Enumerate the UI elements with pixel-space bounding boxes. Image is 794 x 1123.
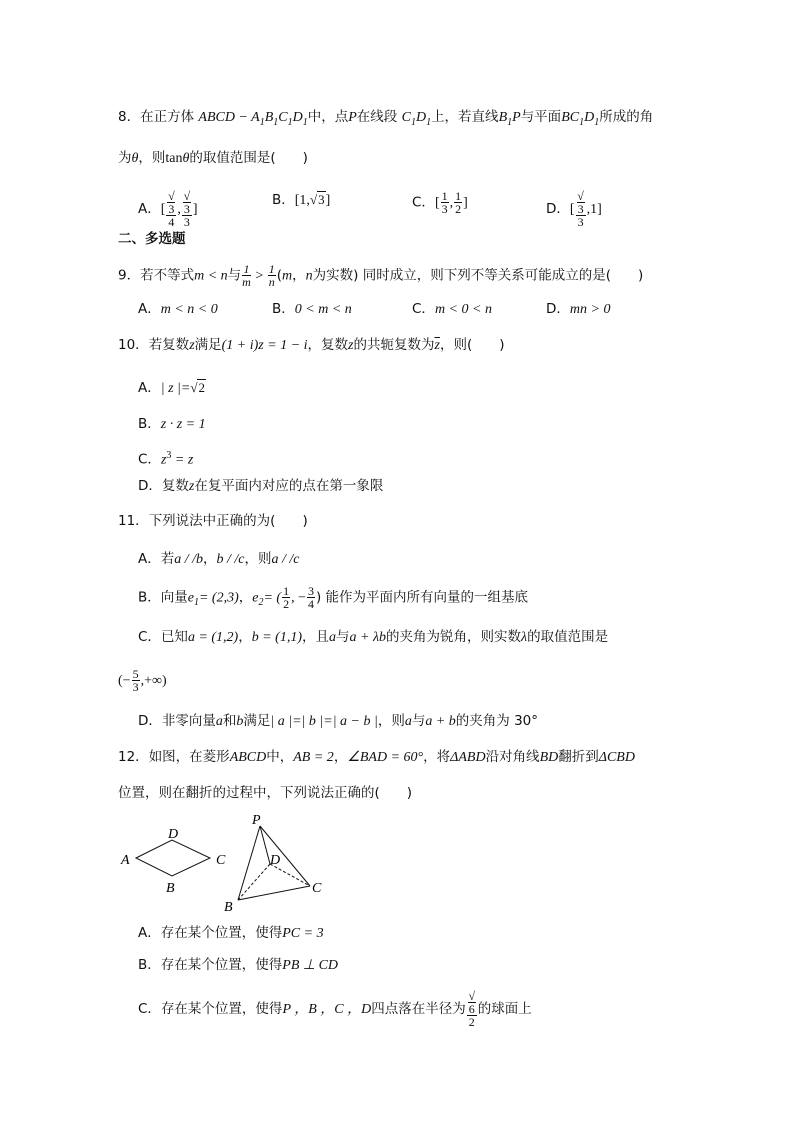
- fraction: √ 3 3: [183, 189, 191, 229]
- plane-bc: BC: [561, 110, 580, 125]
- text: 在正方体: [140, 109, 195, 125]
- point-P: P: [348, 110, 357, 125]
- math: BD: [539, 750, 559, 765]
- label-P: P: [252, 813, 261, 828]
- q8-option-d: D．[ √ 3 3 ,1]: [546, 189, 602, 229]
- fraction: $\frac{1}{2}$: [455, 189, 462, 216]
- math: PB ⊥ CD: [282, 958, 339, 973]
- text: 的共轭复数为: [353, 337, 435, 353]
- q9-option-b: [272, 299, 352, 320]
- option-label: D．: [138, 713, 162, 729]
- question-number: 8．: [118, 109, 141, 125]
- label-C: C: [216, 853, 226, 868]
- option-label: C．: [138, 1001, 161, 1017]
- option-label: A．: [138, 925, 161, 941]
- text: 满足: [243, 713, 271, 729]
- option-value-end: ]: [325, 193, 331, 208]
- math-cube2: B: [264, 110, 274, 125]
- q12-line1: [118, 747, 635, 768]
- option-value: mn > 0: [569, 302, 611, 317]
- text: 与: [411, 713, 426, 729]
- q8-line1: [118, 107, 653, 133]
- question-number: 10．: [118, 337, 149, 353]
- q10-option-c: C．$z^3 = z$: [138, 450, 194, 468]
- text: 为实数) 同时成立，则下列不等关系可能成立的是( ): [312, 267, 644, 284]
- plane-d: D: [584, 110, 595, 125]
- edge-PB: [238, 826, 260, 900]
- fraction: √ 6 2: [468, 989, 476, 1029]
- label-A: A: [121, 853, 130, 868]
- rhombus-shape: [136, 840, 210, 876]
- text: 非零向量: [161, 713, 216, 729]
- question-number: 12．: [118, 749, 149, 765]
- text: 下列说法中正确的为( ): [148, 513, 308, 529]
- label-D2: D: [270, 853, 281, 868]
- label-B2: B: [224, 900, 233, 915]
- text: 与: [227, 267, 242, 284]
- text: ，复数: [307, 337, 349, 353]
- text: 中，点: [307, 109, 349, 125]
- text: 和: [222, 713, 237, 729]
- text: 上，若直线: [431, 109, 499, 125]
- tan: tan: [165, 151, 183, 166]
- fraction: √ 3 3: [577, 189, 584, 229]
- option-label: D．: [138, 478, 162, 494]
- math: AB = 2: [293, 750, 334, 765]
- text: ，则: [377, 713, 405, 729]
- q9-option-a: [138, 299, 218, 320]
- option-label: B．: [272, 192, 295, 208]
- math: b / /c: [216, 552, 245, 567]
- text: 向量: [160, 589, 188, 606]
- math-cube3: C: [278, 110, 288, 125]
- q8-option-c: C．[ $\frac{1}{3}$ , $\frac{1}{2}$ ]: [412, 189, 468, 216]
- fraction: √ 3 4: [168, 189, 175, 229]
- text: ，: [292, 267, 306, 284]
- text: 中，: [266, 749, 294, 765]
- text: 若复数: [148, 337, 190, 353]
- text: 已知: [160, 629, 188, 645]
- text: 复数: [161, 478, 189, 494]
- math-cube4: D: [292, 110, 303, 125]
- lambda: λ: [521, 630, 528, 645]
- option-label: B．: [138, 589, 161, 606]
- option-label: B．: [138, 957, 161, 973]
- q9-line: 9．若不等式m < n与 $\frac{1}{m}$ > $\frac{1}{n}$ (m，n为实数) 同时成立，则下列不等关系可能成立的是( ): [118, 262, 644, 289]
- option-value-2: = z: [171, 452, 194, 468]
- option-label: A．: [138, 551, 161, 567]
- label-D: D: [168, 827, 179, 842]
- option-value: z: [160, 452, 167, 468]
- q12-figure: [118, 812, 338, 916]
- q10-line: 10．若复数z满足(1 + i)z = 1 − i，复数z的共轭复数为$\overline{z}$，则( ): [118, 337, 505, 353]
- theta: θ: [131, 151, 139, 166]
- line-P: P: [512, 110, 521, 125]
- option-label: C．: [412, 301, 435, 317]
- text: 存在某个位置，使得: [160, 1001, 283, 1017]
- option-label: B．: [272, 301, 295, 317]
- text: ，则: [138, 150, 166, 166]
- math: a / /b: [174, 552, 204, 567]
- math: a + b: [425, 714, 456, 729]
- math: a = (1,2): [187, 630, 239, 645]
- option-label: A．: [138, 380, 161, 396]
- q10-option-b: [138, 414, 206, 435]
- text: 的夹角为锐角，则实数: [386, 629, 522, 645]
- math: P ，B ，C ，D: [282, 1002, 372, 1017]
- text: 与平面: [520, 109, 562, 125]
- text: 所成的角: [599, 109, 654, 125]
- q11-option-b: B．向量$e_1= (2,3)$，$e_2=$ ( $\frac{1}{2}$ , − $\frac{3}{4}$ ) 能作为平面内所有向量的一组基底: [138, 584, 529, 611]
- plane: $BC_1D_1$: [561, 110, 600, 128]
- label-C2: C: [312, 881, 322, 896]
- q10-option-d: D．复数z在复平面内对应的点在第一象限: [138, 478, 384, 494]
- text: 存在某个位置，使得: [160, 925, 283, 941]
- q11-option-d: D．非零向量a和b满足| a |=| b |=| a − b |，则a与a + b的夹角为 30°: [138, 713, 539, 729]
- section-heading: 二、多选题: [118, 231, 186, 247]
- q10-option-a: A．| z |=√2: [138, 380, 205, 396]
- text: 四点落在半径为: [371, 1001, 466, 1017]
- text: ，: [333, 749, 348, 765]
- math-cube: ABCD − A: [198, 110, 260, 125]
- text: 在复平面内对应的点在第一象限: [194, 478, 384, 494]
- equation: (1 + i)z = 1 − i: [221, 338, 308, 353]
- seg-1: C: [401, 110, 411, 125]
- math: PC = 3: [282, 926, 324, 941]
- text: ，则( ): [439, 337, 505, 353]
- option-label: D．: [546, 301, 570, 317]
- math: ΔABD: [450, 750, 486, 765]
- q11-line: [118, 511, 308, 531]
- seg-2: D: [415, 110, 427, 125]
- option-value: m < n < 0: [160, 302, 218, 317]
- option-value: [1,: [294, 193, 310, 208]
- fraction: $\frac{1}{m}$: [242, 262, 251, 289]
- fraction: $\frac{1}{3}$: [441, 189, 448, 216]
- line-B: B: [498, 110, 508, 125]
- fraction: $\frac{1}{2}$: [283, 584, 290, 611]
- label-B: B: [166, 881, 175, 896]
- option-label: B．: [138, 416, 161, 432]
- text: 如图，在菱形: [148, 749, 230, 765]
- q11-option-c-range: (− $\frac{5}{3}$ ,+∞): [118, 667, 167, 694]
- text: 的取值范围是: [527, 629, 609, 645]
- math: a + λb: [349, 630, 387, 645]
- q8-option-a: A．[ √ 3 4 , √ 3 3 ]: [138, 189, 198, 229]
- text: ，将: [423, 749, 451, 765]
- option-label: C．: [138, 451, 161, 468]
- q11-option-c: C．已知a = (1,2)，b = (1,1)，且a与a + λb的夹角为锐角，则实数λ的取值范围是: [138, 629, 609, 645]
- range-end: ,+∞): [140, 673, 167, 689]
- text: 沿对角线: [485, 749, 540, 765]
- fraction: $\frac{5}{3}$: [132, 667, 139, 694]
- q8-line2: 为θ，则tanθ的取值范围是( ): [118, 150, 308, 166]
- text: 存在某个位置，使得: [160, 957, 283, 973]
- text: 的取值范围是( ): [189, 150, 308, 166]
- option-value: 0 < m < n: [294, 302, 352, 317]
- text: ) 能作为平面内所有向量的一组基底: [316, 589, 529, 606]
- text: 的球面上: [477, 1001, 532, 1017]
- math: a / /c: [271, 552, 300, 567]
- text: 满足: [194, 337, 222, 353]
- fraction: $\frac{1}{n}$: [268, 262, 275, 289]
- option-value: m < 0 < n: [434, 302, 492, 317]
- q9-option-c: [412, 299, 492, 320]
- math: b = (1,1): [251, 630, 302, 645]
- text: ，且: [302, 629, 329, 645]
- math: ∠BAD = 60°: [347, 750, 424, 765]
- text: 若不等式: [140, 267, 195, 284]
- option-value-end: ,1]: [586, 202, 602, 217]
- q12-option-a: [138, 923, 324, 944]
- line-B1P: $B_1P$: [498, 110, 521, 128]
- math: = (: [263, 590, 282, 606]
- option-label: A．: [138, 301, 161, 317]
- text: 的夹角为 30°: [455, 713, 539, 729]
- option-value: z · z = 1: [160, 417, 206, 432]
- text: 为: [118, 150, 132, 166]
- option-label: A．: [138, 201, 161, 217]
- q12-line2: 位置，则在翻折的过程中，下列说法正确的( ): [118, 785, 413, 801]
- option-label: C．: [412, 194, 435, 211]
- text: 翻折到: [558, 749, 599, 765]
- option-label: D．: [546, 201, 570, 217]
- segment: $C_1D_1$: [401, 110, 432, 128]
- fraction: $\frac{3}{4}$: [308, 584, 314, 611]
- question-number: 9．: [118, 267, 141, 284]
- option-label: C．: [138, 629, 161, 645]
- math: ΔCBD: [598, 750, 635, 765]
- text: 与: [336, 629, 350, 645]
- text: (: [276, 267, 283, 284]
- q9-option-d: [546, 299, 610, 320]
- option-value: | z |=: [160, 381, 191, 396]
- math: ABCD: [229, 750, 267, 765]
- q8-option-b: B．[1,√3]: [272, 192, 331, 208]
- question-number: 11．: [118, 513, 149, 529]
- q12-option-c: [138, 990, 532, 1028]
- text: 在线段: [356, 109, 398, 125]
- q11-option-a: A．若a / /b，b / /c，则a / /c: [138, 551, 300, 567]
- q12-option-b: [138, 955, 338, 976]
- math: ABCD − $A_1B_1C_1D_1$: [198, 110, 308, 128]
- math: = (2,3): [198, 590, 239, 606]
- math: | a |=| b |=| a − b |: [270, 714, 378, 729]
- text: ，则: [244, 551, 272, 567]
- text: 若: [160, 551, 175, 567]
